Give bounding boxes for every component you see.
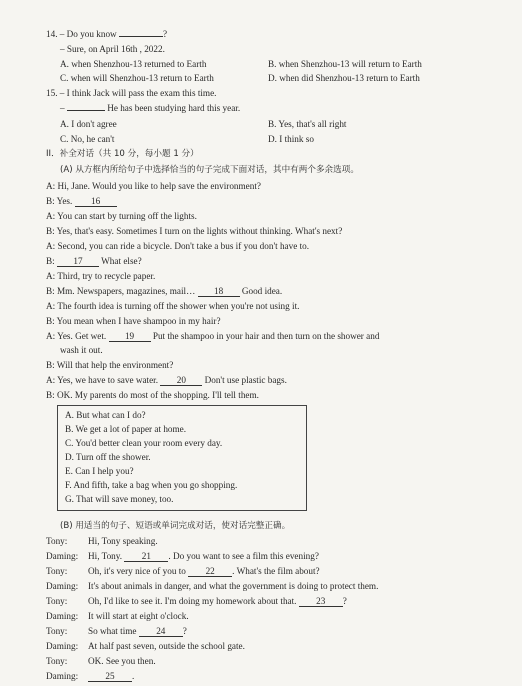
dialogue-b-line: At half past seven, outside the school gate. xyxy=(88,641,245,651)
q14-answer: – Sure, on April 16th , 2022. xyxy=(60,44,165,54)
option-item: C. You'd better clean your room every day. xyxy=(65,438,223,448)
speaker-label: Daming: xyxy=(46,551,79,561)
dialogue-a-line: B: Mm. Newspapers, magazines, mail… 18 Good idea. xyxy=(46,286,283,296)
dialogue-b-line: It's about animals in danger, and what the government is doing to protect them. xyxy=(88,581,379,591)
q14-blank[interactable] xyxy=(119,36,163,37)
speaker-label: Tony: xyxy=(46,656,68,666)
q14-option-c: C. when will Shenzhou-13 return to Earth xyxy=(60,73,214,83)
dialogue-a-line: A: The fourth idea is turning off the shower when you're not using it. xyxy=(46,301,300,311)
option-item: F. And fifth, take a bag when you go shopping. xyxy=(65,480,238,490)
blank-23[interactable]: 23 xyxy=(299,597,343,607)
dialogue-b-line: Hi, Tony. 21 . Do you want to see a film this evening? xyxy=(88,551,319,561)
dialogue-a-line: A: Third, try to recycle paper. xyxy=(46,271,156,281)
dialogue-b-line: 25 . xyxy=(88,672,134,682)
speaker-label: Tony: xyxy=(46,626,68,636)
speaker-label: Tony: xyxy=(46,566,68,576)
q15-option-a: A. I don't agree xyxy=(60,119,117,129)
blank-25[interactable]: 25 xyxy=(88,672,132,682)
blank-21[interactable]: 21 xyxy=(124,552,168,562)
q14-option-d: D. when did Shenzhou-13 return to Earth xyxy=(268,73,420,83)
speaker-label: Daming: xyxy=(46,641,79,651)
speaker-label: Daming: xyxy=(46,581,79,591)
q14-option-a: A. when Shenzhou-13 returned to Earth xyxy=(60,59,207,69)
blank-22[interactable]: 22 xyxy=(188,567,232,577)
blank-17[interactable]: 17 xyxy=(57,257,99,267)
option-item: A. But what can I do? xyxy=(65,410,146,420)
blank-19[interactable]: 19 xyxy=(109,332,151,342)
q15-stem: 15. – I think Jack will pass the exam this time. xyxy=(46,88,217,98)
speaker-label: Tony: xyxy=(46,596,68,606)
dialogue-a-line: A: You can start by turning off the lights. xyxy=(46,211,197,221)
section-heading: II．补全对话（共 10 分，每小题 1 分） xyxy=(46,149,199,159)
dialogue-b-line: It will start at eight o'clock. xyxy=(88,611,189,621)
speaker-label: Daming: xyxy=(46,671,79,681)
part-a-intro: (A) 从方框内所给句子中选择恰当的句子完成下面对话，其中有两个多余选项。 xyxy=(60,165,359,175)
dialogue-b-line: Hi, Tony speaking. xyxy=(88,536,158,546)
dialogue-a-line: A: Yes. Get wet. 19 Put the shampoo in your hair and then turn on the shower and xyxy=(46,331,380,341)
dialogue-a-line: A: Hi, Jane. Would you like to help save the environment? xyxy=(46,181,261,191)
blank-24[interactable]: 24 xyxy=(139,627,183,637)
q15-option-c: C. No, he can't xyxy=(60,134,115,144)
dialogue-a-line: B: Will that help the environment? xyxy=(46,360,174,370)
q15-option-d: D. I think so xyxy=(268,134,314,144)
dialogue-a-line: B: Yes. 16 xyxy=(46,197,117,207)
q15-blank[interactable] xyxy=(67,110,105,111)
option-item: G. That will save money, too. xyxy=(65,494,174,504)
option-item: B. We get a lot of paper at home. xyxy=(65,424,187,434)
dialogue-b-line: Oh, I'd like to see it. I'm doing my homework about that. 23 ? xyxy=(88,596,347,606)
dialogue-b-line: So what time 24 ? xyxy=(88,626,187,636)
dialogue-a-line: B: OK. My parents do most of the shopping. I'll tell them. xyxy=(46,390,259,400)
dialogue-b-line: Oh, it's very nice of you to 22 . What's the film about? xyxy=(88,566,320,576)
blank-20[interactable]: 20 xyxy=(160,376,202,386)
q15-reply: – He has been studying hard this year. xyxy=(60,103,241,113)
speaker-label: Tony: xyxy=(46,536,68,546)
q14-option-b: B. when Shenzhou-13 will return to Earth xyxy=(268,59,422,69)
option-item: D. Turn off the shower. xyxy=(65,452,151,462)
dialogue-a-line: B: You mean when I have shampoo in my hair? xyxy=(46,316,221,326)
dialogue-b-line: OK. See you then. xyxy=(88,656,156,666)
options-box xyxy=(57,405,307,511)
dialogue-a-line: A: Yes, we have to save water. 20 Don't use plastic bags. xyxy=(46,375,287,385)
dialogue-a-line: wash it out. xyxy=(60,345,103,355)
q14-stem: 14. – Do you know ? xyxy=(46,29,168,39)
blank-18[interactable]: 18 xyxy=(198,287,240,297)
q15-option-b: B. Yes, that's all right xyxy=(268,119,347,129)
option-item: E. Can I help you? xyxy=(65,466,134,476)
blank-16[interactable]: 16 xyxy=(75,197,117,207)
speaker-label: Daming: xyxy=(46,611,79,621)
dialogue-a-line: A: Second, you can ride a bicycle. Don't take a bus if you don't have to. xyxy=(46,241,310,251)
dialogue-a-line: B: 17 What else? xyxy=(46,256,142,266)
part-b-intro: (B) 用适当的句子、短语或单词完成对话，使对话完整正确。 xyxy=(60,521,291,531)
dialogue-a-line: B: Yes, that's easy. Sometimes I turn on the lights without thinking. What's next? xyxy=(46,226,343,236)
